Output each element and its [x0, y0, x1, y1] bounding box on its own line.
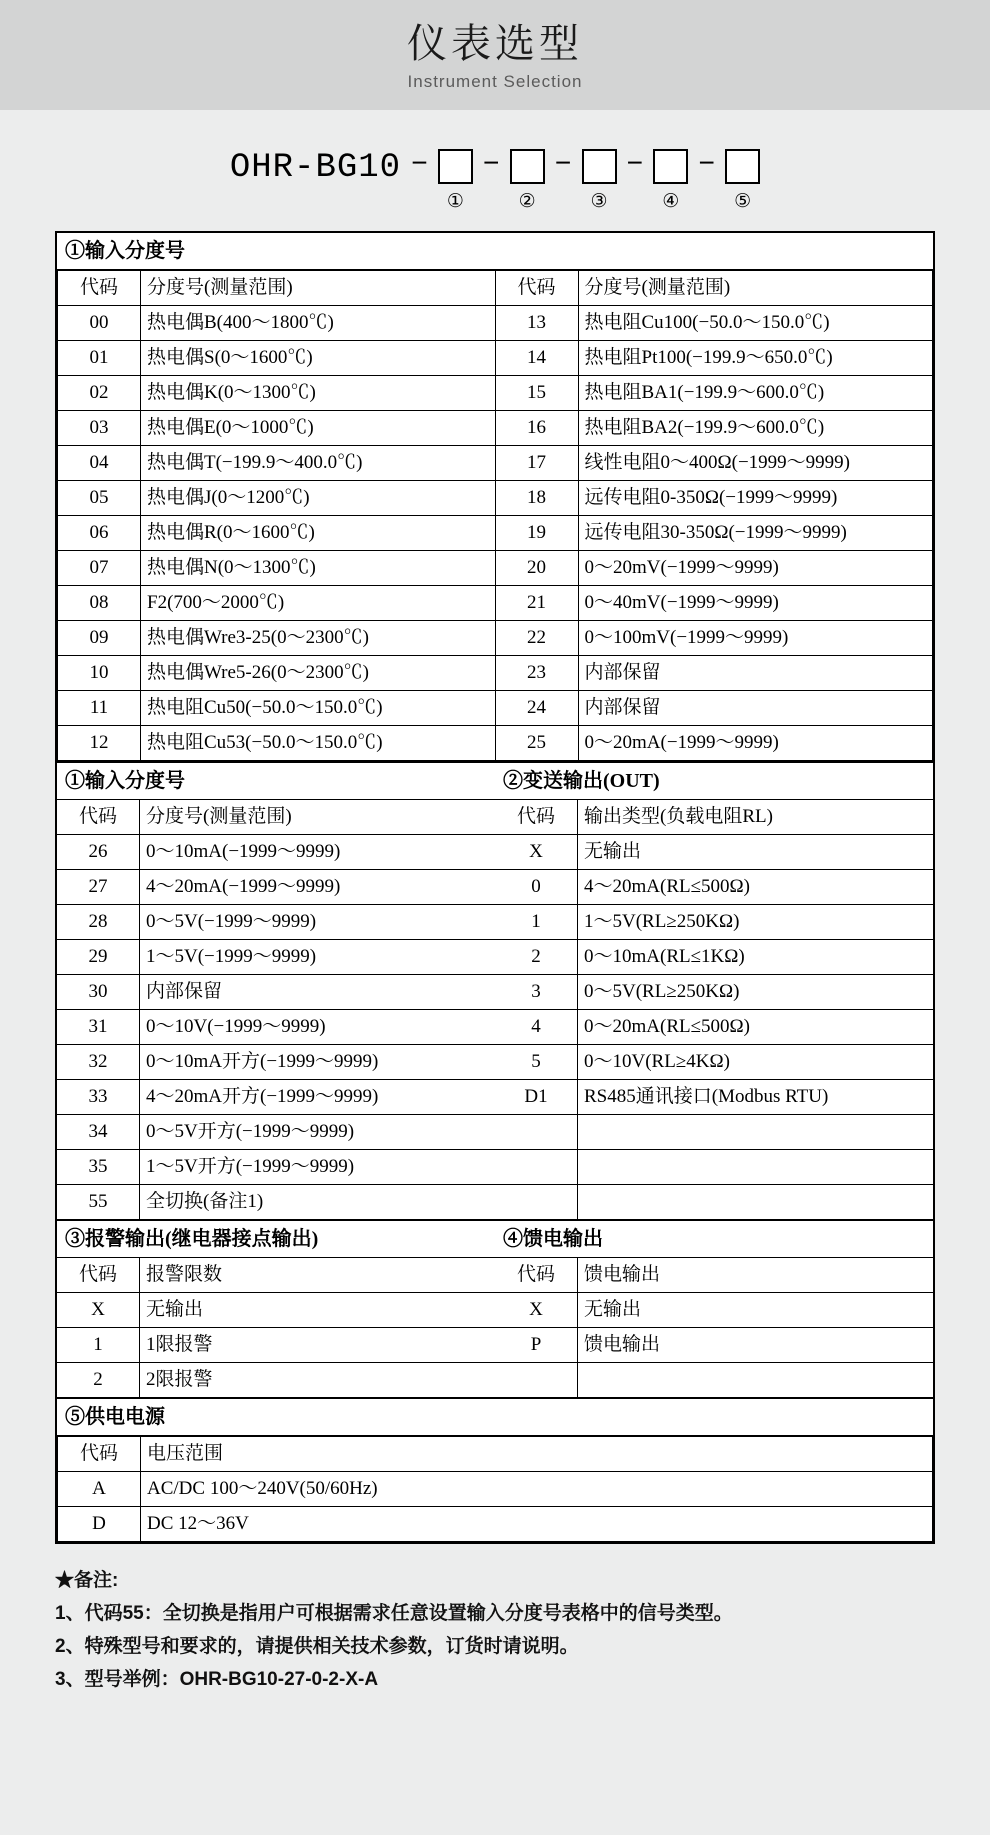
page-title-en: Instrument Selection — [407, 72, 583, 91]
cell-empty — [495, 1363, 578, 1398]
cell-empty — [578, 1115, 934, 1150]
table-header-row — [58, 271, 933, 306]
cell-code: 29 — [57, 940, 140, 975]
cell-desc: 热电阻Pt100(−199.9〜650.0℃) — [578, 341, 933, 376]
notes-title: ★备注: — [55, 1570, 119, 1591]
header-desc: 报警限数 — [140, 1258, 496, 1293]
cell-code: 22 — [495, 621, 578, 656]
table-row — [495, 1010, 933, 1045]
table-row — [57, 1080, 495, 1115]
cell-desc: 线性电阻0〜400Ω(−1999〜9999) — [578, 446, 933, 481]
page-header — [0, 0, 990, 110]
cell-desc: 远传电阻0-350Ω(−1999〜9999) — [578, 481, 933, 516]
cell-code: A — [58, 1472, 141, 1507]
table-row-filler — [495, 1115, 933, 1150]
table-split-wrapper-2 — [57, 1221, 933, 1397]
cell-desc: 热电阻Cu53(−50.0〜150.0℃) — [141, 726, 496, 761]
table-row — [58, 656, 933, 691]
cell-code: D1 — [495, 1080, 578, 1115]
cell-code: 28 — [57, 905, 140, 940]
header-code: 代码 — [495, 1258, 578, 1293]
cell-code: 12 — [58, 726, 141, 761]
cell-code: 4 — [495, 1010, 578, 1045]
dash-2: − — [554, 150, 572, 181]
cell-desc: 0〜20mA(−1999〜9999) — [578, 726, 933, 761]
cell-code: 5 — [495, 1045, 578, 1080]
cell-empty — [578, 1363, 934, 1398]
table-row — [58, 446, 933, 481]
table-row — [57, 1115, 495, 1150]
cell-empty — [495, 1150, 578, 1185]
cell-code: D — [58, 1507, 141, 1542]
cell-code: 1 — [57, 1328, 140, 1363]
cell-code: 3 — [495, 975, 578, 1010]
cell-code: 00 — [58, 306, 141, 341]
cell-code: 2 — [57, 1363, 140, 1398]
table-row — [57, 1185, 495, 1220]
slot-number-4: ④ — [662, 191, 680, 212]
cell-code: X — [495, 835, 578, 870]
dash-4: − — [698, 150, 716, 181]
table-row — [495, 1080, 933, 1115]
note-item-1: 1、代码55：全切换是指用户可根据需求任意设置输入分度号表格中的信号类型。 — [55, 1603, 733, 1624]
cell-desc: 热电阻Cu100(−50.0〜150.0℃) — [578, 306, 933, 341]
cell-code: 26 — [57, 835, 140, 870]
table-row — [495, 905, 933, 940]
note-item-3: 3、型号举例：OHR-BG10-27-0-2-X-A — [55, 1669, 379, 1690]
dash-1: − — [482, 150, 500, 181]
section-input-codes-a — [57, 233, 933, 761]
table-row — [495, 835, 933, 870]
table-row — [495, 1328, 933, 1363]
cell-desc: AC/DC 100〜240V(50/60Hz) — [141, 1472, 933, 1507]
cell-code: 23 — [495, 656, 578, 691]
table-row — [58, 586, 933, 621]
cell-desc: 1〜5V(RL≥250KΩ) — [578, 905, 934, 940]
cell-desc: 0〜5V(−1999〜9999) — [140, 905, 496, 940]
cell-desc: 2限报警 — [140, 1363, 496, 1398]
header-code: 代码 — [495, 800, 578, 835]
cell-code: 13 — [495, 306, 578, 341]
table-input-a — [57, 270, 933, 761]
cell-code: 17 — [495, 446, 578, 481]
cell-code: 05 — [58, 481, 141, 516]
page-title-cn: 仪表选型 — [407, 22, 583, 66]
split-right-2 — [495, 1221, 933, 1397]
slot-box-1[interactable] — [438, 149, 473, 184]
model-name: OHR-BG10 — [229, 149, 402, 187]
cell-desc: 0〜5V开方(−1999〜9999) — [140, 1115, 496, 1150]
table-row-filler — [495, 1185, 933, 1220]
slot-number-5: ⑤ — [734, 191, 752, 212]
section-power-supply — [57, 1397, 933, 1542]
cell-code: 24 — [495, 691, 578, 726]
cell-desc: 1限报警 — [140, 1328, 496, 1363]
cell-desc: 0〜5V(RL≥250KΩ) — [578, 975, 934, 1010]
table-row — [58, 1472, 933, 1507]
dash-3: − — [626, 150, 644, 181]
table-row — [57, 1045, 495, 1080]
table-row — [58, 306, 933, 341]
table-row — [495, 870, 933, 905]
section-title-input-a: ①输入分度号 — [57, 233, 933, 270]
split-right — [495, 763, 933, 1219]
header-code: 代码 — [58, 1437, 141, 1472]
header-code: 代码 — [57, 800, 140, 835]
cell-desc: 0〜20mV(−1999〜9999) — [578, 551, 933, 586]
cell-desc: 热电偶N(0〜1300℃) — [141, 551, 496, 586]
table-row — [57, 1150, 495, 1185]
cell-code: 33 — [57, 1080, 140, 1115]
table-split-wrapper — [57, 763, 933, 1219]
table-feed — [495, 1258, 933, 1397]
cell-desc: F2(700〜2000℃) — [141, 586, 496, 621]
cell-code: X — [57, 1293, 140, 1328]
slot-box-4[interactable] — [653, 149, 688, 184]
selection-tables — [55, 231, 935, 1544]
table-row — [58, 551, 933, 586]
table-row — [58, 376, 933, 411]
table-row — [58, 726, 933, 761]
cell-desc: 热电偶E(0〜1000℃) — [141, 411, 496, 446]
table-row — [57, 1010, 495, 1045]
section-title-input-b: ①输入分度号 — [57, 763, 495, 800]
cell-code: 07 — [58, 551, 141, 586]
cell-code: 34 — [57, 1115, 140, 1150]
model-code-diagram — [0, 110, 990, 217]
section-title-feed: ④馈电输出 — [495, 1221, 933, 1258]
cell-desc: 0〜40mV(−1999〜9999) — [578, 586, 933, 621]
cell-code: 06 — [58, 516, 141, 551]
cell-desc: 0〜20mA(RL≤500Ω) — [578, 1010, 934, 1045]
table-row — [58, 481, 933, 516]
table-row — [495, 1045, 933, 1080]
table-row — [57, 1363, 495, 1398]
cell-desc: 1〜5V(−1999〜9999) — [140, 940, 496, 975]
section-title-output: ②变送输出(OUT) — [495, 763, 933, 800]
split-left-2 — [57, 1221, 495, 1397]
table-row — [495, 975, 933, 1010]
cell-desc: 热电偶Wre3-25(0〜2300℃) — [141, 621, 496, 656]
model-slot-1 — [438, 144, 473, 211]
cell-desc: 馈电输出 — [578, 1328, 934, 1363]
cell-desc: 0〜10V(−1999〜9999) — [140, 1010, 496, 1045]
cell-code: 09 — [58, 621, 141, 656]
table-input-b — [57, 800, 495, 1219]
model-slot-2 — [510, 144, 545, 211]
cell-desc: 0〜10mA(RL≤1KΩ) — [578, 940, 934, 975]
header-desc: 输出类型(负载电阻RL) — [578, 800, 934, 835]
slot-number-3: ③ — [590, 191, 608, 212]
table-row — [58, 621, 933, 656]
table-row — [58, 691, 933, 726]
table-power — [57, 1436, 933, 1542]
cell-code: 21 — [495, 586, 578, 621]
slot-box-3[interactable] — [582, 149, 617, 184]
cell-desc: 内部保留 — [578, 656, 933, 691]
table-row — [57, 1328, 495, 1363]
table-row — [57, 1293, 495, 1328]
cell-desc: 热电偶Wre5-26(0〜2300℃) — [141, 656, 496, 691]
cell-desc: RS485通讯接口(Modbus RTU) — [578, 1080, 934, 1115]
table-header-row — [495, 800, 933, 835]
cell-desc: 1〜5V开方(−1999〜9999) — [140, 1150, 496, 1185]
cell-desc: DC 12〜36V — [141, 1507, 933, 1542]
slot-number-2: ② — [518, 191, 536, 212]
model-slot-5 — [725, 144, 760, 211]
section-input-codes-b-and-output — [57, 761, 933, 1219]
header-code-left: 代码 — [58, 271, 141, 306]
model-slot-4 — [653, 144, 688, 211]
dash-0: − — [411, 150, 428, 181]
cell-desc: 无输出 — [140, 1293, 496, 1328]
cell-desc: 无输出 — [578, 1293, 934, 1328]
cell-desc: 热电偶S(0〜1600℃) — [141, 341, 496, 376]
cell-desc: 0〜10mA开方(−1999〜9999) — [140, 1045, 496, 1080]
cell-code: 16 — [495, 411, 578, 446]
table-row — [57, 870, 495, 905]
cell-empty — [578, 1185, 934, 1220]
cell-code: 1 — [495, 905, 578, 940]
cell-code: 30 — [57, 975, 140, 1010]
table-row — [57, 835, 495, 870]
cell-desc: 4〜20mA(−1999〜9999) — [140, 870, 496, 905]
notes-block — [55, 1564, 935, 1726]
table-row-filler — [495, 1150, 933, 1185]
section-alarm-and-feed — [57, 1219, 933, 1397]
cell-code: 55 — [57, 1185, 140, 1220]
cell-desc: 0〜10mA(−1999〜9999) — [140, 835, 496, 870]
cell-code: X — [495, 1293, 578, 1328]
table-alarm — [57, 1258, 495, 1397]
table-output — [495, 800, 933, 1219]
cell-desc: 远传电阻30-350Ω(−1999〜9999) — [578, 516, 933, 551]
cell-desc: 0〜100mV(−1999〜9999) — [578, 621, 933, 656]
table-header-row — [495, 1258, 933, 1293]
cell-code: 35 — [57, 1150, 140, 1185]
split-left — [57, 763, 495, 1219]
cell-empty — [578, 1150, 934, 1185]
cell-code: 14 — [495, 341, 578, 376]
section-title-power: ⑤供电电源 — [57, 1399, 933, 1436]
cell-code: 19 — [495, 516, 578, 551]
cell-code: 03 — [58, 411, 141, 446]
cell-code: 01 — [58, 341, 141, 376]
header-desc: 分度号(测量范围) — [140, 800, 496, 835]
table-header-row — [58, 1437, 933, 1472]
cell-code: 31 — [57, 1010, 140, 1045]
table-row — [57, 905, 495, 940]
header-desc-left: 分度号(测量范围) — [141, 271, 496, 306]
cell-code: 04 — [58, 446, 141, 481]
note-item-2: 2、特殊型号和要求的，请提供相关技术参数，订货时请说明。 — [55, 1636, 579, 1657]
cell-desc: 全切换(备注1) — [140, 1185, 496, 1220]
slot-box-5[interactable] — [725, 149, 760, 184]
cell-code: 0 — [495, 870, 578, 905]
table-row — [57, 940, 495, 975]
table-row — [57, 975, 495, 1010]
slot-number-1: ① — [446, 191, 464, 212]
cell-desc: 4〜20mA(RL≤500Ω) — [578, 870, 934, 905]
cell-code: P — [495, 1328, 578, 1363]
table-header-row — [57, 800, 495, 835]
table-row — [58, 411, 933, 446]
cell-desc: 4〜20mA开方(−1999〜9999) — [140, 1080, 496, 1115]
table-row — [495, 1293, 933, 1328]
cell-empty — [495, 1185, 578, 1220]
cell-code: 15 — [495, 376, 578, 411]
cell-desc: 热电偶J(0〜1200℃) — [141, 481, 496, 516]
section-title-alarm: ③报警输出(继电器接点输出) — [57, 1221, 495, 1258]
cell-code: 25 — [495, 726, 578, 761]
cell-code: 20 — [495, 551, 578, 586]
cell-code: 02 — [58, 376, 141, 411]
cell-code: 11 — [58, 691, 141, 726]
cell-desc: 热电偶R(0〜1600℃) — [141, 516, 496, 551]
cell-code: 10 — [58, 656, 141, 691]
cell-desc: 热电偶B(400〜1800℃) — [141, 306, 496, 341]
cell-desc: 内部保留 — [578, 691, 933, 726]
cell-desc: 无输出 — [578, 835, 934, 870]
cell-desc: 热电偶T(−199.9〜400.0℃) — [141, 446, 496, 481]
table-header-row — [57, 1258, 495, 1293]
table-row — [58, 1507, 933, 1542]
header-desc: 馈电输出 — [578, 1258, 934, 1293]
model-slot-3 — [582, 144, 617, 211]
cell-desc: 热电偶K(0〜1300℃) — [141, 376, 496, 411]
table-row — [58, 341, 933, 376]
cell-desc: 热电阻BA1(−199.9〜600.0℃) — [578, 376, 933, 411]
cell-desc: 热电阻Cu50(−50.0〜150.0℃) — [141, 691, 496, 726]
header-code: 代码 — [57, 1258, 140, 1293]
cell-code: 18 — [495, 481, 578, 516]
cell-desc: 热电阻BA2(−199.9〜600.0℃) — [578, 411, 933, 446]
table-row — [495, 940, 933, 975]
header-code-right: 代码 — [495, 271, 578, 306]
cell-code: 2 — [495, 940, 578, 975]
header-desc: 电压范围 — [141, 1437, 933, 1472]
table-row-filler — [495, 1363, 933, 1398]
header-desc-right: 分度号(测量范围) — [578, 271, 933, 306]
cell-code: 32 — [57, 1045, 140, 1080]
slot-box-2[interactable] — [510, 149, 545, 184]
cell-code: 08 — [58, 586, 141, 621]
cell-empty — [495, 1115, 578, 1150]
table-row — [58, 516, 933, 551]
cell-desc: 内部保留 — [140, 975, 496, 1010]
cell-desc: 0〜10V(RL≥4KΩ) — [578, 1045, 934, 1080]
cell-code: 27 — [57, 870, 140, 905]
